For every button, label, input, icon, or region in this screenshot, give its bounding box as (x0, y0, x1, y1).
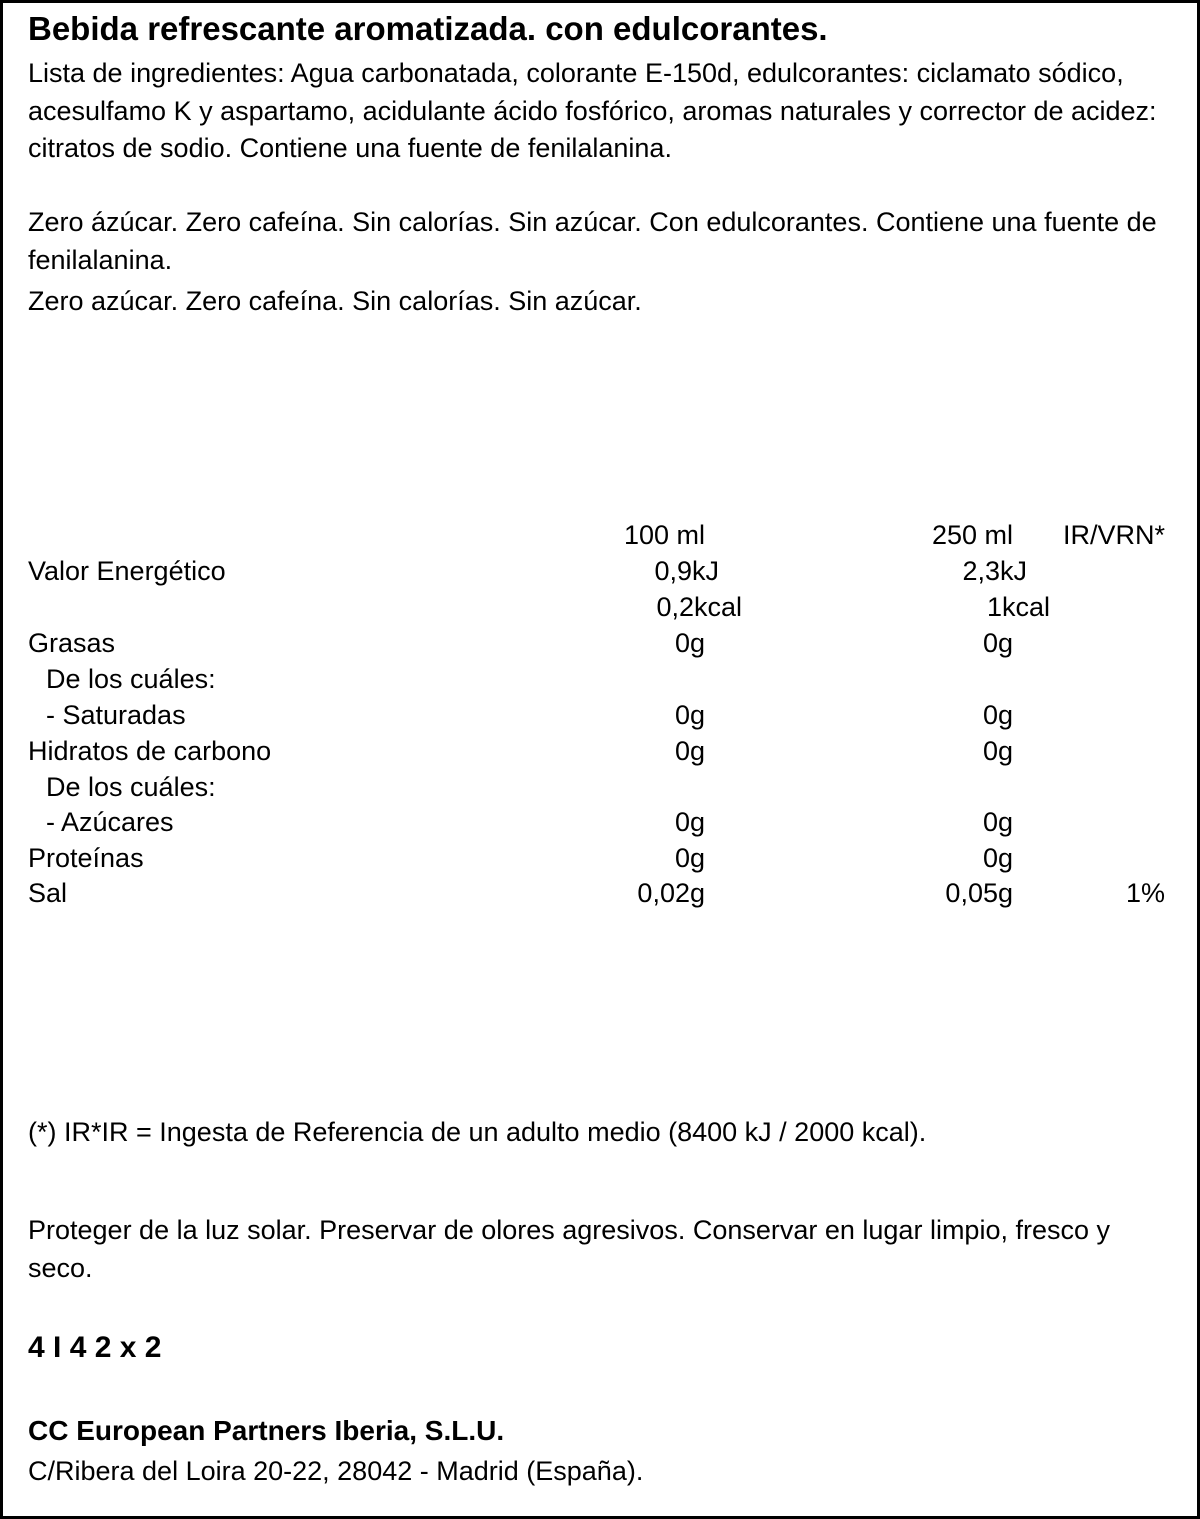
row-label: De los cuáles: (46, 664, 216, 694)
row-value-100: 0,2kcal (656, 592, 742, 622)
row-label: Grasas (28, 628, 116, 658)
claims-text-1: Zero ázúcar. Zero cafeína. Sin calorías. Sin azúcar. Con edulcorantes. Contiene una fuente de fenilalanina. (28, 207, 1157, 275)
claims-text-2: Zero azúcar. Zero cafeína. Sin calorías. Sin azúcar. (28, 286, 642, 316)
row-value-250: 1kcal (986, 592, 1050, 622)
header-100ml: 100 ml (623, 520, 705, 550)
footnote: (*) IR*IR = Ingesta de Referencia de un adulto medio (8400 kJ / 2000 kcal). (28, 1117, 927, 1147)
row-value-100: 0g (674, 807, 705, 837)
header-250ml: 250 ml (931, 520, 1013, 550)
company-name: CC European Partners Iberia, S.L.U. (28, 1415, 505, 1446)
company-address: C/Ribera del Loira 20-22, 28042 - Madrid (España). (28, 1456, 644, 1486)
row-value-100: 0,9kJ (654, 556, 719, 586)
row-value-250: 0,05g (945, 878, 1013, 908)
product-title: Bebida refrescante aromatizada. con edulcorantes. (28, 10, 828, 47)
row-value-100: 0g (674, 700, 705, 730)
ingredients-list: Lista de ingredientes: Agua carbonatada, colorante E-150d, edulcorantes: ciclamato sódico, acesulfamo K y aspartamo, acidulante ácido fosfórico, aromas naturales y corrector de acidez: citratos de sodio. Contiene una fuente de fenilalanina. (28, 58, 1157, 163)
row-value-250: 0g (982, 736, 1013, 766)
pack-code: 4 I 4 2 x 2 (28, 1331, 162, 1364)
row-label: De los cuáles: (46, 772, 216, 802)
header-ir-vrn: IR/VRN* (1062, 520, 1165, 550)
storage-instructions: Proteger de la luz solar. Preservar de olores agresivos. Conservar en lugar limpio, fresco y seco. (28, 1215, 1110, 1283)
row-value-250: 2,3kJ (962, 556, 1027, 586)
row-label: - Azúcares (46, 807, 174, 837)
row-value-ir: 1% (1125, 878, 1165, 908)
row-value-100: 0,02g (637, 878, 705, 908)
row-value-100: 0g (674, 736, 705, 766)
row-label: Hidratos de carbono (28, 736, 272, 766)
row-value-250: 0g (982, 807, 1013, 837)
row-value-250: 0g (982, 628, 1013, 658)
row-label: - Saturadas (46, 700, 186, 730)
row-label: Sal (28, 878, 68, 908)
row-value-100: 0g (674, 628, 705, 658)
row-value-250: 0g (982, 843, 1013, 873)
row-label: Proteínas (28, 843, 144, 873)
row-value-250: 0g (982, 700, 1013, 730)
row-value-100: 0g (674, 843, 705, 873)
row-label: Valor Energético (28, 556, 226, 586)
